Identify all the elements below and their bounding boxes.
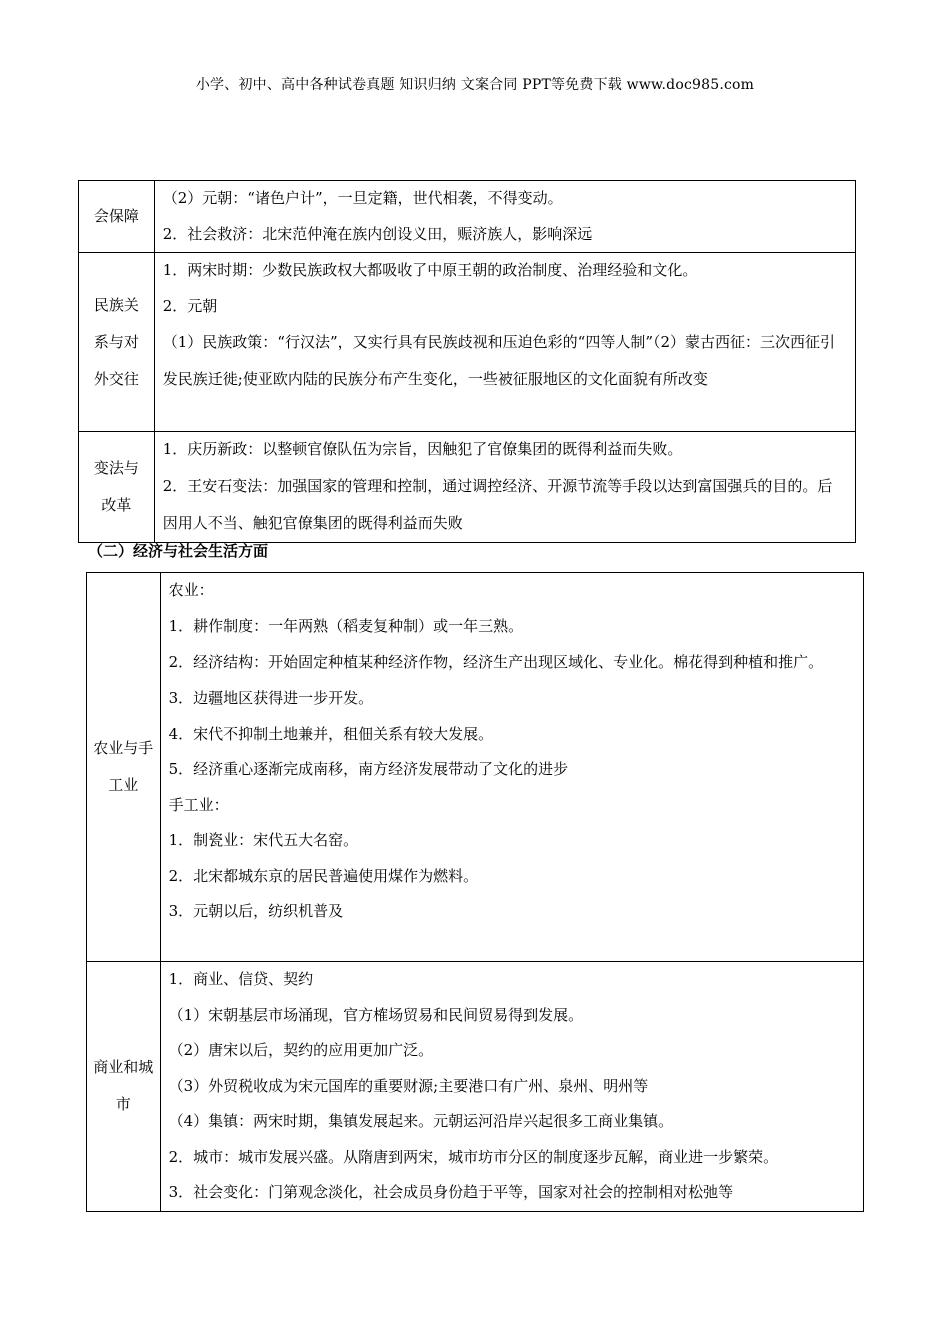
- text-line: 农业：: [168, 581, 214, 599]
- text-line: （4）集镇：两宋时期，集镇发展起来。元朝运河沿岸兴起很多工商业集镇。: [168, 1112, 674, 1130]
- text-paragraph: 2．王安石变法：加强国家的管理和控制，通过调控经济、开源节流等手段以达到富国强兵的目的。后因用人不当、触犯官僚集团的既得利益而失败: [162, 476, 833, 532]
- text-line: 1．庆历新政：以整顿官僚队伍为宗旨，因触犯了官僚集团的既得利益而失败。: [162, 440, 683, 458]
- text-paragraph: （1）民族政策：“行汉法”，又实行具有民族歧视和压迫色彩的“四等人制”（2）蒙古西征：三次西征引发民族迁徙;使亚欧内陆的民族分布产生变化，一些被征服地区的文化面貌有所改变: [162, 333, 836, 388]
- row-content: [154, 253, 855, 432]
- text-line: （1）宋朝基层市场涌现，官方榷场贸易和民间贸易得到发展。: [168, 1005, 584, 1024]
- row-content: [160, 962, 863, 1212]
- text-line: （2）唐宋以后，契约的应用更加广泛。: [168, 1041, 434, 1059]
- row-label-text: 农业与手工业: [93, 739, 154, 794]
- text-line: （2）元朝：“诸色户计”，一旦定籍，世代相袭，不得变动。: [162, 189, 563, 207]
- text-line: 2．社会救济：北宋范仲淹在族内创设义田，赈济族人，影响深远: [162, 224, 593, 243]
- row-label: [79, 253, 155, 432]
- text-line: 1．商业、信贷、契约: [168, 970, 314, 988]
- row-label: [79, 432, 155, 543]
- section-title: （二）经济与社会生活方面: [88, 542, 269, 560]
- text-line: 4．宋代不抑制土地兼并，租佃关系有较大发展。: [168, 724, 494, 743]
- text-line: 3．边疆地区获得进一步开发。: [168, 689, 374, 707]
- text-line: 2．北宋都城东京的居民普遍使用煤作为燃料。: [168, 866, 479, 885]
- text-line: 3．社会变化：门第观念淡化，社会成员身份趋于平等，国家对社会的控制相对松弛等: [168, 1183, 734, 1201]
- text-line: 1．制瓷业：宋代五大名窑。: [168, 831, 359, 849]
- row-content: [154, 432, 855, 543]
- text-paragraph: 2．经济结构：开始固定种植某种经济作物，经济生产出现区域化、专业化。棉花得到种植和推广。: [168, 653, 824, 671]
- text-line: 2．城市：城市发展兴盛。从隋唐到两宋，城市坊市分区的制度逐步瓦解，商业进一步繁荣。: [168, 1147, 779, 1166]
- text-line: 3．元朝以后，纺织机普及: [168, 902, 344, 920]
- table-row: [87, 962, 864, 1212]
- row-content: [160, 573, 863, 962]
- row-label-text: 民族关系与对外交往: [93, 295, 139, 388]
- row-label-text: 变法与改革: [93, 458, 139, 514]
- text-line: 1．两宋时期：少数民族政权大都吸收了中原王朝的政治制度、治理经验和文化。: [162, 261, 698, 279]
- economy-table: [86, 572, 864, 1212]
- row-content: [154, 181, 855, 253]
- table-row: [79, 253, 856, 432]
- text-line: （3）外贸税收成为宋元国库的重要财源;主要港口有广州、泉州、明州等: [168, 1076, 649, 1095]
- row-label-text: 商业和城市: [93, 1058, 154, 1114]
- text-line: 5．经济重心逐渐完成南移，南方经济发展带动了文化的进步: [168, 760, 569, 778]
- row-label: [87, 962, 161, 1212]
- row-label: 会保障: [79, 181, 155, 253]
- page-header: 小学、初中、高中各种试卷真题 知识归纳 文案合同 PPT等免费下载 www.doc985.com: [195, 77, 755, 93]
- text-line: 1．耕作制度：一年两熟（稻麦复种制）或一年三熟。: [168, 616, 524, 635]
- table-row: [79, 181, 856, 253]
- text-line: 2．元朝: [162, 296, 218, 315]
- text-line: 手工业：: [168, 795, 229, 814]
- row-label: [87, 573, 161, 962]
- politics-table: [78, 180, 856, 543]
- table-row: [79, 432, 856, 543]
- table-row: [87, 573, 864, 962]
